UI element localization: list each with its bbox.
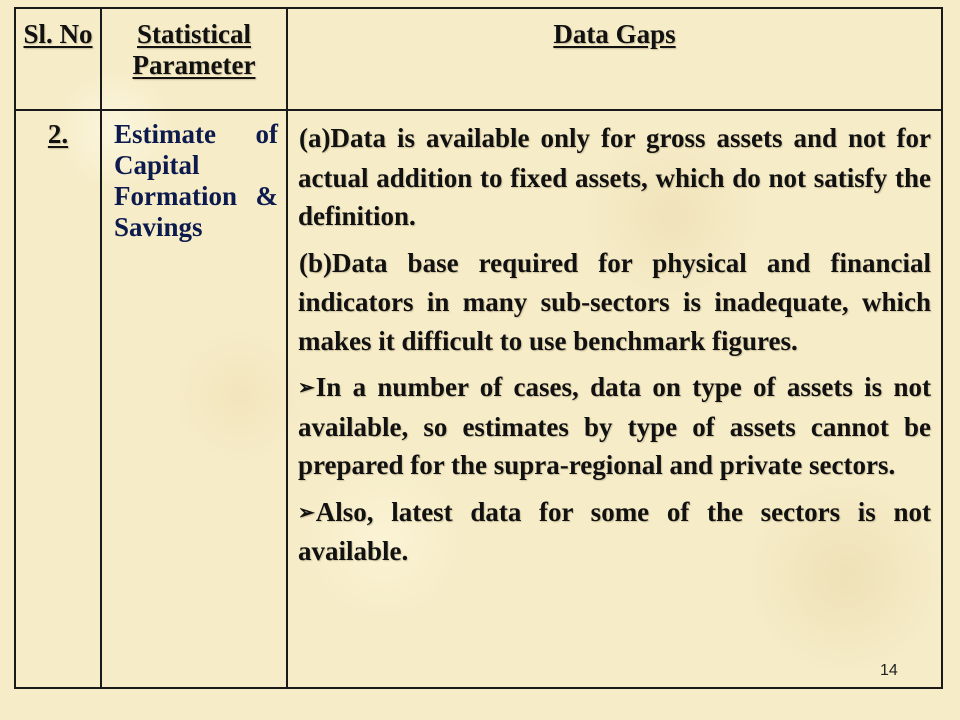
header-sl-no bbox=[15, 8, 101, 110]
header-statistical-parameter bbox=[101, 8, 287, 110]
gap-item-bullet-1-text: In a number of cases, data on type of assets is not available, so estimates by type of assets cannot be prepared for the supra-regional and private sectors. bbox=[298, 372, 931, 480]
header-sl-no-text: Sl. No bbox=[23, 19, 93, 49]
gap-item-a bbox=[298, 119, 931, 236]
gap-item-b-text: (b)Data base required for physical and financial indicators in many sub-sectors is inadequate, which makes it difficult to use benchmark figures. bbox=[298, 247, 931, 356]
row-sl-no bbox=[15, 110, 101, 688]
table-header-row bbox=[15, 8, 942, 110]
gap-item-bullet-1 bbox=[298, 368, 931, 485]
header-data-gaps-text: Data Gaps bbox=[553, 19, 676, 49]
header-statistical-parameter-text: Statistical Parameter bbox=[132, 19, 256, 80]
gap-item-bullet-2-text: Also, latest data for some of the sectors is not available. bbox=[298, 496, 931, 566]
data-gaps-table bbox=[14, 7, 943, 689]
table-row bbox=[15, 110, 942, 688]
row-sl-no-text: 2. bbox=[47, 119, 69, 149]
row-data-gaps bbox=[287, 110, 942, 688]
arrow-bullet-icon: ➢ bbox=[298, 377, 315, 399]
page-number: 14 bbox=[880, 662, 898, 679]
header-data-gaps bbox=[287, 8, 942, 110]
gap-item-bullet-2 bbox=[298, 493, 931, 571]
gap-item-b bbox=[298, 244, 931, 361]
row-parameter: Estimate of Capital Formation & Savings bbox=[101, 110, 287, 688]
gap-item-a-text: (a)Data is available only for gross assets and not for actual addition to fixed assets, which do not satisfy the definition. bbox=[298, 123, 931, 231]
arrow-bullet-icon: ➢ bbox=[298, 501, 315, 524]
